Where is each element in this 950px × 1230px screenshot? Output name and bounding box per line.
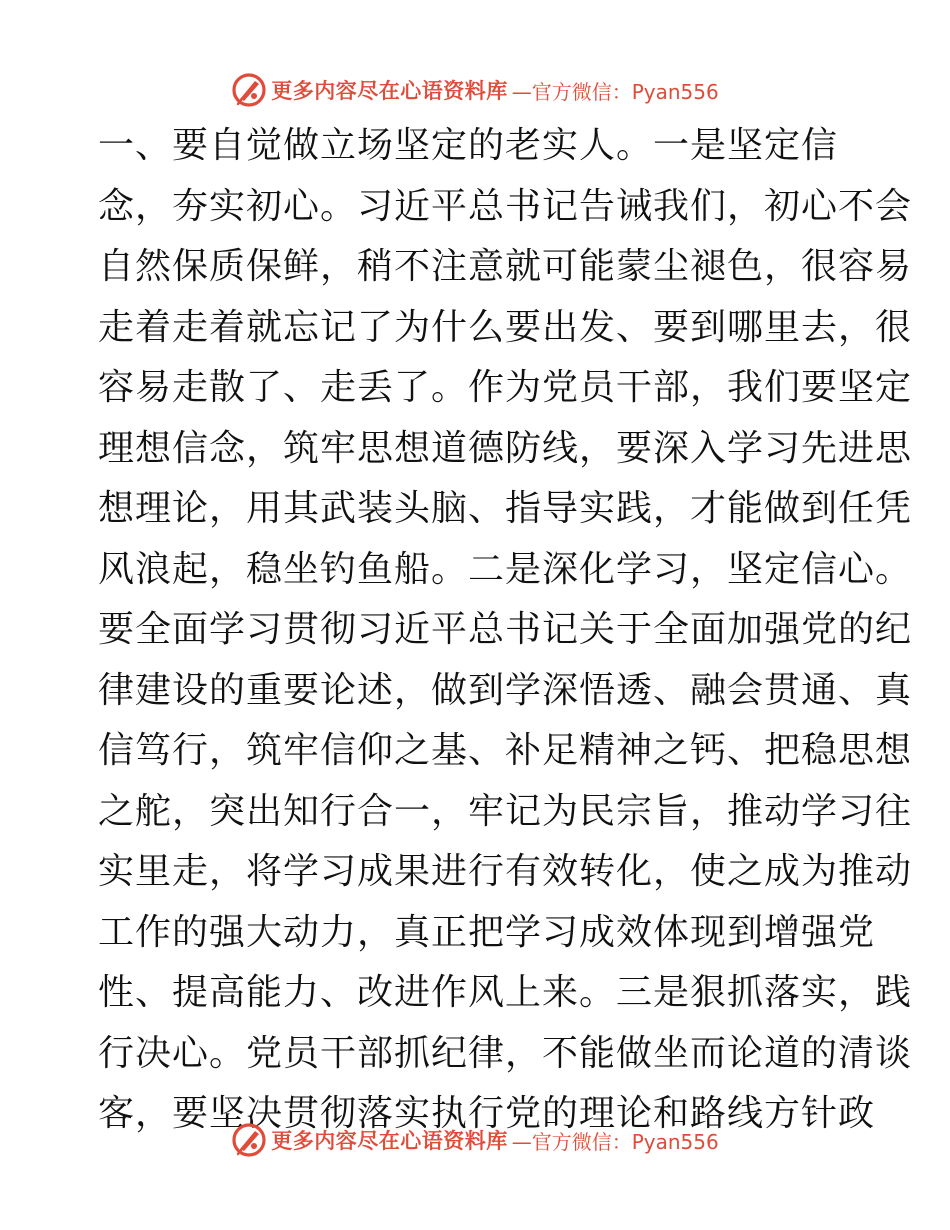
body-line: 之舵，突出知行合一，牢记为民宗旨，推动学习往 (98, 790, 913, 832)
body-line: 理想信念，筑牢思想道德防线，要深入学习先进思 (98, 427, 913, 469)
banner-contact-text: —官方微信：Pyan556 (511, 1129, 719, 1154)
document-body (98, 116, 913, 1145)
header-banner (0, 70, 950, 110)
body-line: 要全面学习贯彻习近平总书记关于全面加强党的纪 (98, 609, 913, 650)
body-line: 工作的强大动力，真正把学习成效体现到增强党 (98, 911, 876, 953)
footer-banner (0, 1120, 950, 1160)
quill-pen-logo-icon (231, 72, 267, 108)
body-line: 自然保质保鲜，稍不注意就可能蒙尘褪色，很容易 (98, 246, 913, 287)
body-line: 容易走散了、走丢了。作为党员干部，我们要坚定 (98, 367, 913, 408)
body-line: 信笃行，筑牢信仰之基、补足精神之钙、把稳思想 (98, 730, 913, 771)
banner-contact-text: —官方微信：Pyan556 (511, 79, 719, 104)
banner-brand-text: 更多内容尽在心语资料库 (271, 78, 508, 103)
body-line: 律建设的重要论述，做到学深悟透、融会贯通、真 (98, 669, 913, 711)
body-line: 一、要自觉做立场坚定的老实人。一是坚定信 (98, 125, 839, 166)
body-line: 走着走着就忘记了为什么要出发、要到哪里去，很 (98, 306, 913, 348)
body-line: 想理论，用其武装头脑、指导实践，才能做到任凭 (98, 488, 913, 529)
body-line: 实里走，将学习成果进行有效转化，使之成为推动 (98, 851, 913, 892)
banner-brand-text: 更多内容尽在心语资料库 (271, 1128, 508, 1153)
body-line: 风浪起，稳坐钓鱼船。二是深化学习，坚定信心。 (98, 548, 913, 590)
body-line: 念，夯实初心。习近平总书记告诫我们，初心不会 (98, 185, 913, 227)
body-line: 行决心。党员干部抓纪律，不能做坐而论道的清谈 (98, 1032, 913, 1074)
quill-pen-logo-icon (231, 1122, 267, 1158)
body-line: 性、提高能力、改进作风上来。三是狠抓落实，践 (98, 972, 913, 1013)
body-line: 客，要坚决贯彻落实执行党的理论和路线方针政 (98, 1093, 876, 1134)
